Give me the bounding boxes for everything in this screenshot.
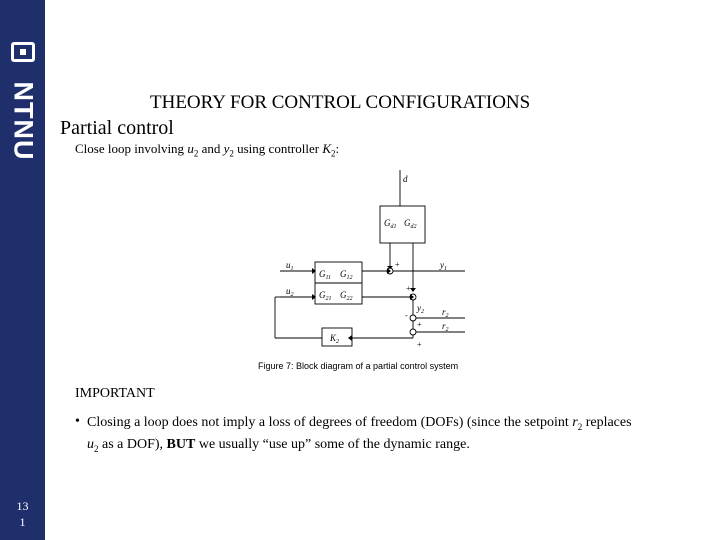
important-bullet [75, 414, 685, 458]
important-heading: IMPORTANT [75, 386, 155, 401]
figure-caption: Figure 7: Block diagram of a partial control system [258, 361, 459, 371]
g12-label: $G_{12}$ [340, 269, 353, 281]
slide-number [0, 498, 45, 530]
u2-label: $u_2$ [286, 286, 294, 298]
r2-label-2: $r_2$ [442, 321, 449, 333]
y1-label: $y_1$ [440, 260, 447, 272]
ntnu-logo-icon [11, 42, 35, 62]
summer-4 [410, 329, 416, 335]
slide-number-line2: 1 [19, 515, 26, 529]
slide-number-line1: 13 [16, 499, 29, 513]
slide-subtitle: Partial control [60, 117, 174, 139]
g21-label: $G_{21}$ [319, 290, 332, 302]
minus-sign: - [405, 311, 408, 320]
k2-label: $K_2$ [330, 333, 340, 345]
g22-label: $G_{22}$ [340, 290, 353, 302]
u1-label: $u_1$ [286, 260, 294, 272]
block-diagram [260, 170, 490, 355]
bullet-text: Closing a loop does not imply a loss of degrees of freedom (DOFs) (since the setpoint $r_2$ replaces $u_2$ as a DOF), BUT we usually “use up” some of the dynamic range. [87, 415, 632, 454]
r2-label-1: $r_2$ [442, 307, 449, 319]
plus-sign-4: + [417, 340, 422, 349]
intro-text: Close loop involving $u_2$ and $y_2$ using controller $K_2$: [75, 141, 340, 159]
slide-title: THEORY FOR CONTROL CONFIGURATIONS [150, 92, 531, 113]
g11-label: $G_{11}$ [319, 269, 332, 281]
plus-sign-3: + [417, 320, 422, 329]
summer-3 [410, 315, 416, 321]
gd1-label: $G_{d1}$ [384, 218, 397, 230]
brand-sidebar [0, 0, 45, 540]
brand-logo-text: NTNU [8, 81, 39, 160]
d-label: d [403, 174, 408, 184]
plus-sign-2: + [406, 284, 411, 293]
gd2-label: $G_{d2}$ [404, 218, 417, 230]
plus-sign-1: + [395, 260, 400, 269]
y2-label: $y_2$ [417, 303, 424, 315]
bullet-dot: • [75, 414, 80, 429]
